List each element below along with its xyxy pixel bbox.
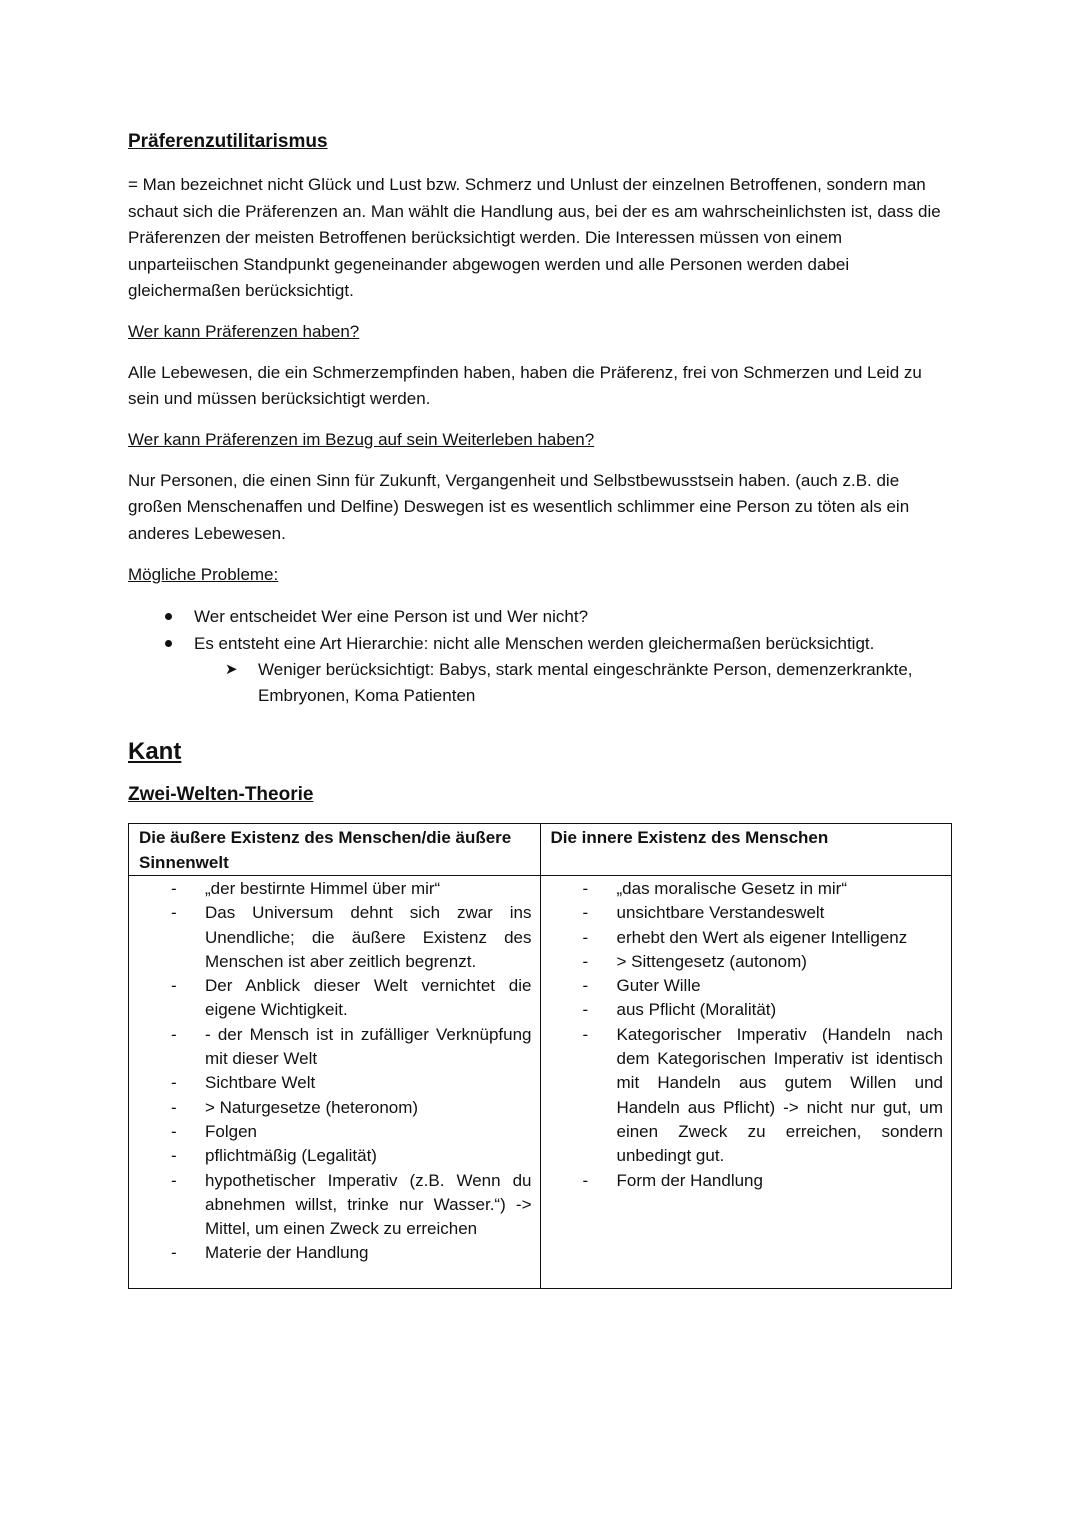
table-cell-left xyxy=(129,876,541,1289)
section-title-praeferenzutilitarismus: Präferenzutilitarismus xyxy=(128,131,328,152)
dash-icon: - xyxy=(582,1170,589,1190)
table-header-right: Die innere Existenz des Menschen xyxy=(540,824,952,876)
dash-icon: - xyxy=(171,1146,177,1166)
list-item xyxy=(129,974,532,1023)
list-item xyxy=(129,1120,532,1144)
problems-list xyxy=(128,603,952,657)
item-text: - der Mensch ist in zufälliger Verknüpfung mit dieser Welt xyxy=(205,1024,532,1069)
table-cell-right xyxy=(540,876,952,1289)
dash-icon: - xyxy=(171,1073,177,1093)
dash-icon: - xyxy=(582,879,589,898)
dash-icon: - xyxy=(582,903,589,923)
list-item xyxy=(129,1071,532,1095)
list-item xyxy=(129,1096,532,1120)
dash-icon: - xyxy=(582,927,589,947)
item-text: > Sittengesetz (autonom) xyxy=(616,951,807,971)
item-text: Form der Handlung xyxy=(616,1170,763,1190)
list-item xyxy=(541,877,944,901)
problems-heading: Mögliche Probleme: xyxy=(128,565,279,584)
problem-text: Es entsteht eine Art Hierarchie: nicht alle Menschen werden gleichermaßen berücksichtigt. xyxy=(194,634,875,653)
dash-icon: - xyxy=(171,1170,177,1190)
item-text: hypothetischer Imperativ (z.B. Wenn du abnehmen willst, trinke nur Wasser.“) -> Mittel, um einen Zweck zu erreichen xyxy=(205,1170,532,1239)
item-text: „der bestirnte Himmel über mir“ xyxy=(205,879,441,898)
list-item xyxy=(541,1023,944,1169)
item-text: pflichtmäßig (Legalität) xyxy=(205,1146,377,1166)
list-item xyxy=(129,1241,532,1265)
list-item xyxy=(162,630,952,657)
list-item xyxy=(129,1144,532,1168)
item-text: Kategorischer Imperativ (Handeln nach dem Kategorischen Imperativ ist identisch mit Handeln aus gutem Willen und Handeln aus Pflicht) -> nicht nur gut, um einen Zweck zu erreichen, sondern unbedingt gut. xyxy=(616,1024,943,1166)
left-list xyxy=(129,877,532,1266)
dash-icon: - xyxy=(582,951,589,971)
arrow-bullet-icon: ➤ xyxy=(225,661,238,678)
item-text: Der Anblick dieser Welt vernichtet die eigene Wichtigkeit. xyxy=(205,976,532,1020)
item-text: > Naturgesetze (heteronom) xyxy=(205,1097,419,1117)
item-text: Folgen xyxy=(205,1121,257,1141)
right-list xyxy=(541,877,944,1193)
list-item xyxy=(129,1169,532,1242)
subsection-title-zwei-welten: Zwei-Welten-Theorie xyxy=(128,784,314,805)
item-text: Das Universum dehnt sich zwar ins Unendliche; die äußere Existenz des Menschen ist aber zeitlich begrenzt. xyxy=(205,903,532,971)
item-text: unsichtbare Verstandeswelt xyxy=(616,903,825,923)
list-item xyxy=(541,998,944,1022)
sub-bullet-text: Weniger berücksichtigt: Babys, stark mental eingeschränkte Person, demenzerkrankte, Embryonen, Koma Patienten xyxy=(258,660,913,705)
list-item xyxy=(541,974,944,998)
item-text: erhebt den Wert als eigener Intelligenz xyxy=(616,927,908,947)
dash-icon: - xyxy=(171,1243,177,1263)
document-page xyxy=(128,128,952,1289)
section-title-kant: Kant xyxy=(128,738,182,765)
dash-icon: - xyxy=(171,903,177,923)
item-text: „das moralische Gesetz in mir“ xyxy=(616,879,848,898)
list-item xyxy=(541,901,944,925)
list-item xyxy=(129,901,532,974)
dash-icon: - xyxy=(171,1097,177,1117)
list-item xyxy=(129,877,532,901)
list-item xyxy=(162,603,952,630)
list-item xyxy=(541,926,944,950)
dash-icon: - xyxy=(582,1024,589,1044)
dash-icon: - xyxy=(171,1024,177,1044)
dash-icon: - xyxy=(171,879,177,898)
table-header-left: Die äußere Existenz des Menschen/die äußere Sinnenwelt xyxy=(129,824,541,876)
dash-icon: - xyxy=(582,976,589,996)
bullet-icon xyxy=(165,640,172,647)
question-preferences-survival: Wer kann Präferenzen im Bezug auf sein Weiterleben haben? xyxy=(128,429,595,449)
dash-icon: - xyxy=(171,976,177,996)
table-row xyxy=(129,876,952,1289)
two-worlds-table xyxy=(128,823,952,1289)
list-item xyxy=(541,950,944,974)
problem-text: Wer entscheidet Wer eine Person ist und Wer nicht? xyxy=(194,607,589,626)
item-text: aus Pflicht (Moralität) xyxy=(616,1000,777,1020)
bullet-icon xyxy=(165,613,172,620)
item-text: Materie der Handlung xyxy=(205,1243,369,1263)
dash-icon: - xyxy=(582,1000,589,1020)
definition-paragraph: = Man bezeichnet nicht Glück und Lust bzw. Schmerz und Unlust der einzelnen Betroffenen, sondern man schaut sich die Präferenzen an. Man wählt die Handlung aus, bei der es am wahrscheinlichsten ist, dass die Präferenzen der meisten Betroffenen berücksichtigt werden. Die Interessen müssen von einem unparteiischen Standpunkt gegeneinander abgewogen werden und alle Personen werden dabei gleichermaßen berücksichtigt. xyxy=(128,175,941,300)
list-item xyxy=(541,1169,944,1193)
item-text: Guter Wille xyxy=(616,976,701,996)
answer-preferences-survival: Nur Personen, die einen Sinn für Zukunft, Vergangenheit und Selbstbewusstsein haben. (auch z.B. die großen Menschenaffen und Delfine) Deswegen ist es wesentlich schlimmer eine Person zu töten als ein anderes Lebewesen. xyxy=(128,470,910,543)
question-who-can-have-preferences: Wer kann Präferenzen haben? xyxy=(128,321,360,341)
answer-who-can-have-preferences: Alle Lebewesen, die ein Schmerzempfinden haben, haben die Präferenz, frei von Schmerzen und Leid zu sein und müssen berücksichtigt werden. xyxy=(128,362,922,408)
list-item xyxy=(129,1023,532,1072)
item-text: Sichtbare Welt xyxy=(205,1073,316,1093)
dash-icon: - xyxy=(171,1121,177,1141)
sub-bullet xyxy=(128,657,952,709)
table-header-row xyxy=(129,824,952,876)
